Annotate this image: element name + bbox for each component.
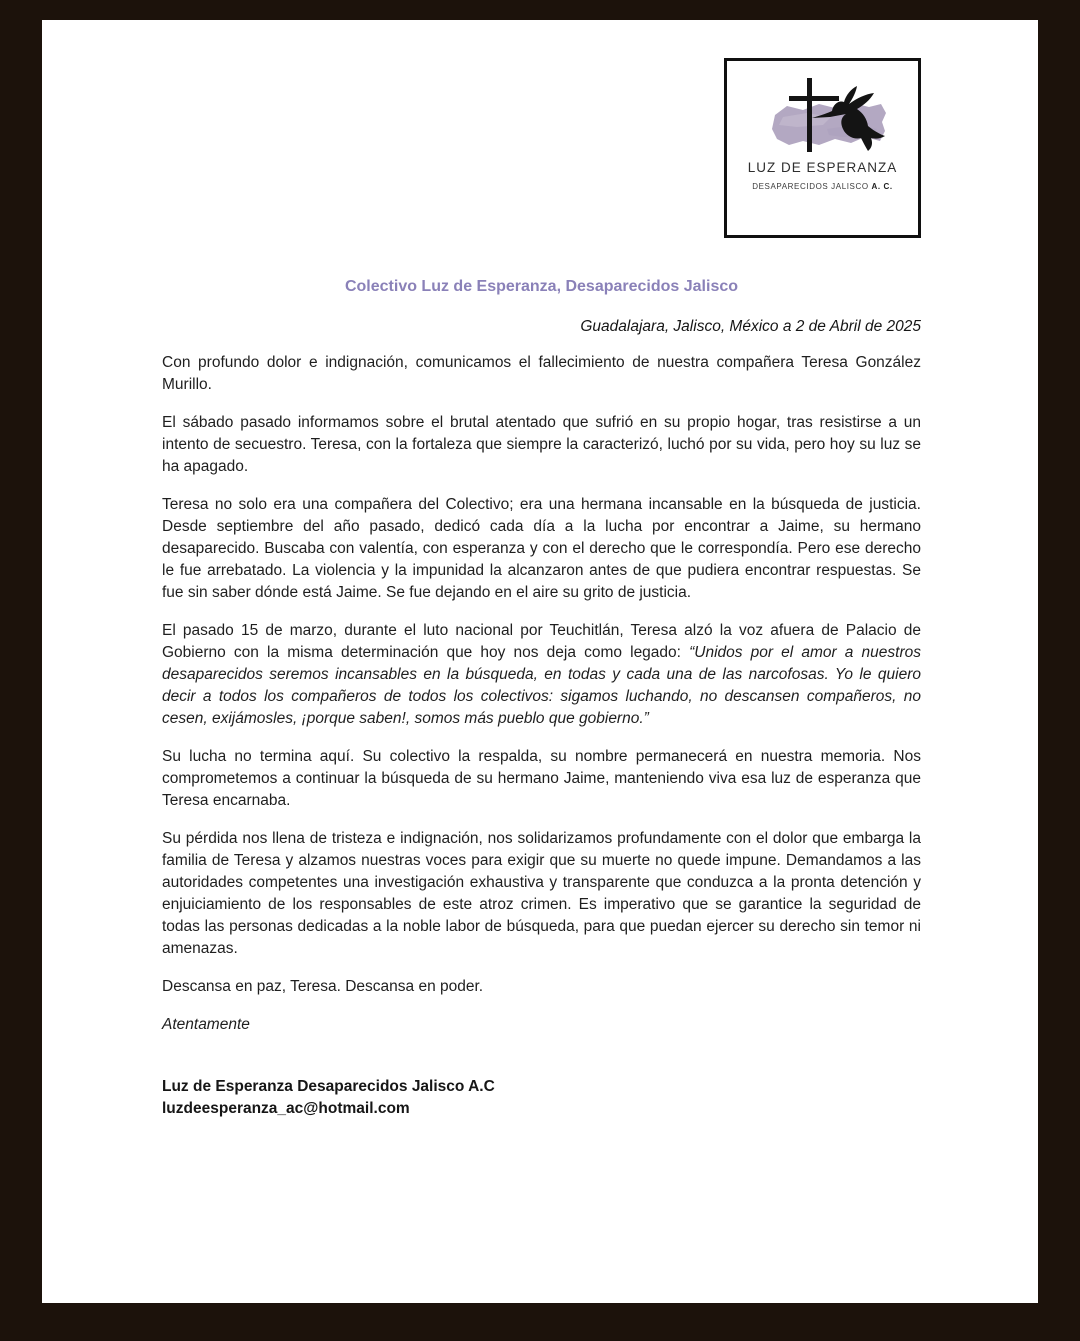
letter-page [42, 20, 1038, 1303]
farewell-line: Descansa en paz, Teresa. Descansa en poder. [162, 978, 484, 995]
logo-org-name: LUZ DE ESPERANZA [747, 160, 898, 175]
signature-block [162, 1076, 921, 1120]
signature-email: luzdeesperanza_ac@hotmail.com [162, 1100, 410, 1117]
paragraph-5: Su lucha no termina aquí. Su colectivo la respalda, su nombre permanecerá en nuestra memoria. Nos comprometemos a continuar la búsqueda de su hermano Jaime, manteniendo viva esa luz de esperanza que Teresa encarnaba. [162, 748, 921, 809]
signature-name: Luz de Esperanza Desaparecidos Jalisco A.C [162, 1078, 495, 1095]
paragraph-3: Teresa no solo era una compañera del Colectivo; era una hermana incansable en la búsqueda de justicia. Desde septiembre del año pasado, dedicó cada día a la lucha por encontrar a Jaime, su hermano desaparecido. Buscaba con valentía, con esperanza y con el derecho que le correspondía. Pero ese derecho le fue arrebatado. La violencia y la impunidad la alcanzaron antes de que pudiera encontrar respuestas. Se fue sin saber dónde está Jaime. Se fue dejando en el aire su grito de justicia. [162, 496, 921, 601]
closing-line: Atentamente [162, 1016, 250, 1033]
organization-logo [724, 58, 921, 238]
logo-org-subtitle [727, 182, 918, 191]
paragraph-1: Con profundo dolor e indignación, comunicamos el fallecimiento de nuestra compañera Teresa González Murillo. [162, 354, 921, 393]
logo-subtitle-text: DESAPARECIDOS JALISCO [752, 182, 869, 191]
letter-title: Colectivo Luz de Esperanza, Desaparecidos Jalisco [344, 278, 739, 295]
letter-dateline: Guadalajara, Jalisco, México a 2 de Abril de 2025 [580, 318, 921, 335]
paragraph-4-lead: El pasado 15 de marzo, durante el luto nacional por Teuchitlán, Teresa alzó la voz afuera de Palacio de Gobierno con la misma determinación que hoy nos deja como legado: [162, 622, 921, 661]
paragraph-4-quote: “Unidos por el amor a nuestros desaparecidos seremos incansables en la búsqueda, en todas y cada una de las narcofosas. Yo le quiero decir a todos los compañeros de todos los colectivos: sigamos luchando, no descansen compañeros, no cesen, exijámosles, ¡porque saben!, somos más pueblo que gobierno.” [162, 644, 921, 727]
paragraph-4 [162, 620, 921, 730]
logo-artwork [727, 73, 918, 163]
letter-content [42, 58, 1038, 1341]
logo-subtitle-suffix: A. C. [871, 182, 893, 191]
paragraph-6: Su pérdida nos llena de tristeza e indignación, nos solidarizamos profundamente con el dolor que embarga la familia de Teresa y alzamos nuestras voces para exigir que su muerte no quede impune. Demandamos a las autoridades competentes una investigación exhaustiva y transparente que conduzca a la pronta detención y enjuiciamiento de los responsables de este atroz crimen. Es imperativo que se garantice la seguridad de todas las personas dedicadas a la noble labor de búsqueda, para que puedan ejercer su derecho sin temor ni amenazas. [162, 830, 921, 957]
paragraph-2: El sábado pasado informamos sobre el brutal atentado que sufrió en su propio hogar, tras resistirse a un intento de secuestro. Teresa, con la fortaleza que siempre la caracterizó, luchó por su vida, pero hoy su luz se ha apagado. [162, 414, 921, 475]
